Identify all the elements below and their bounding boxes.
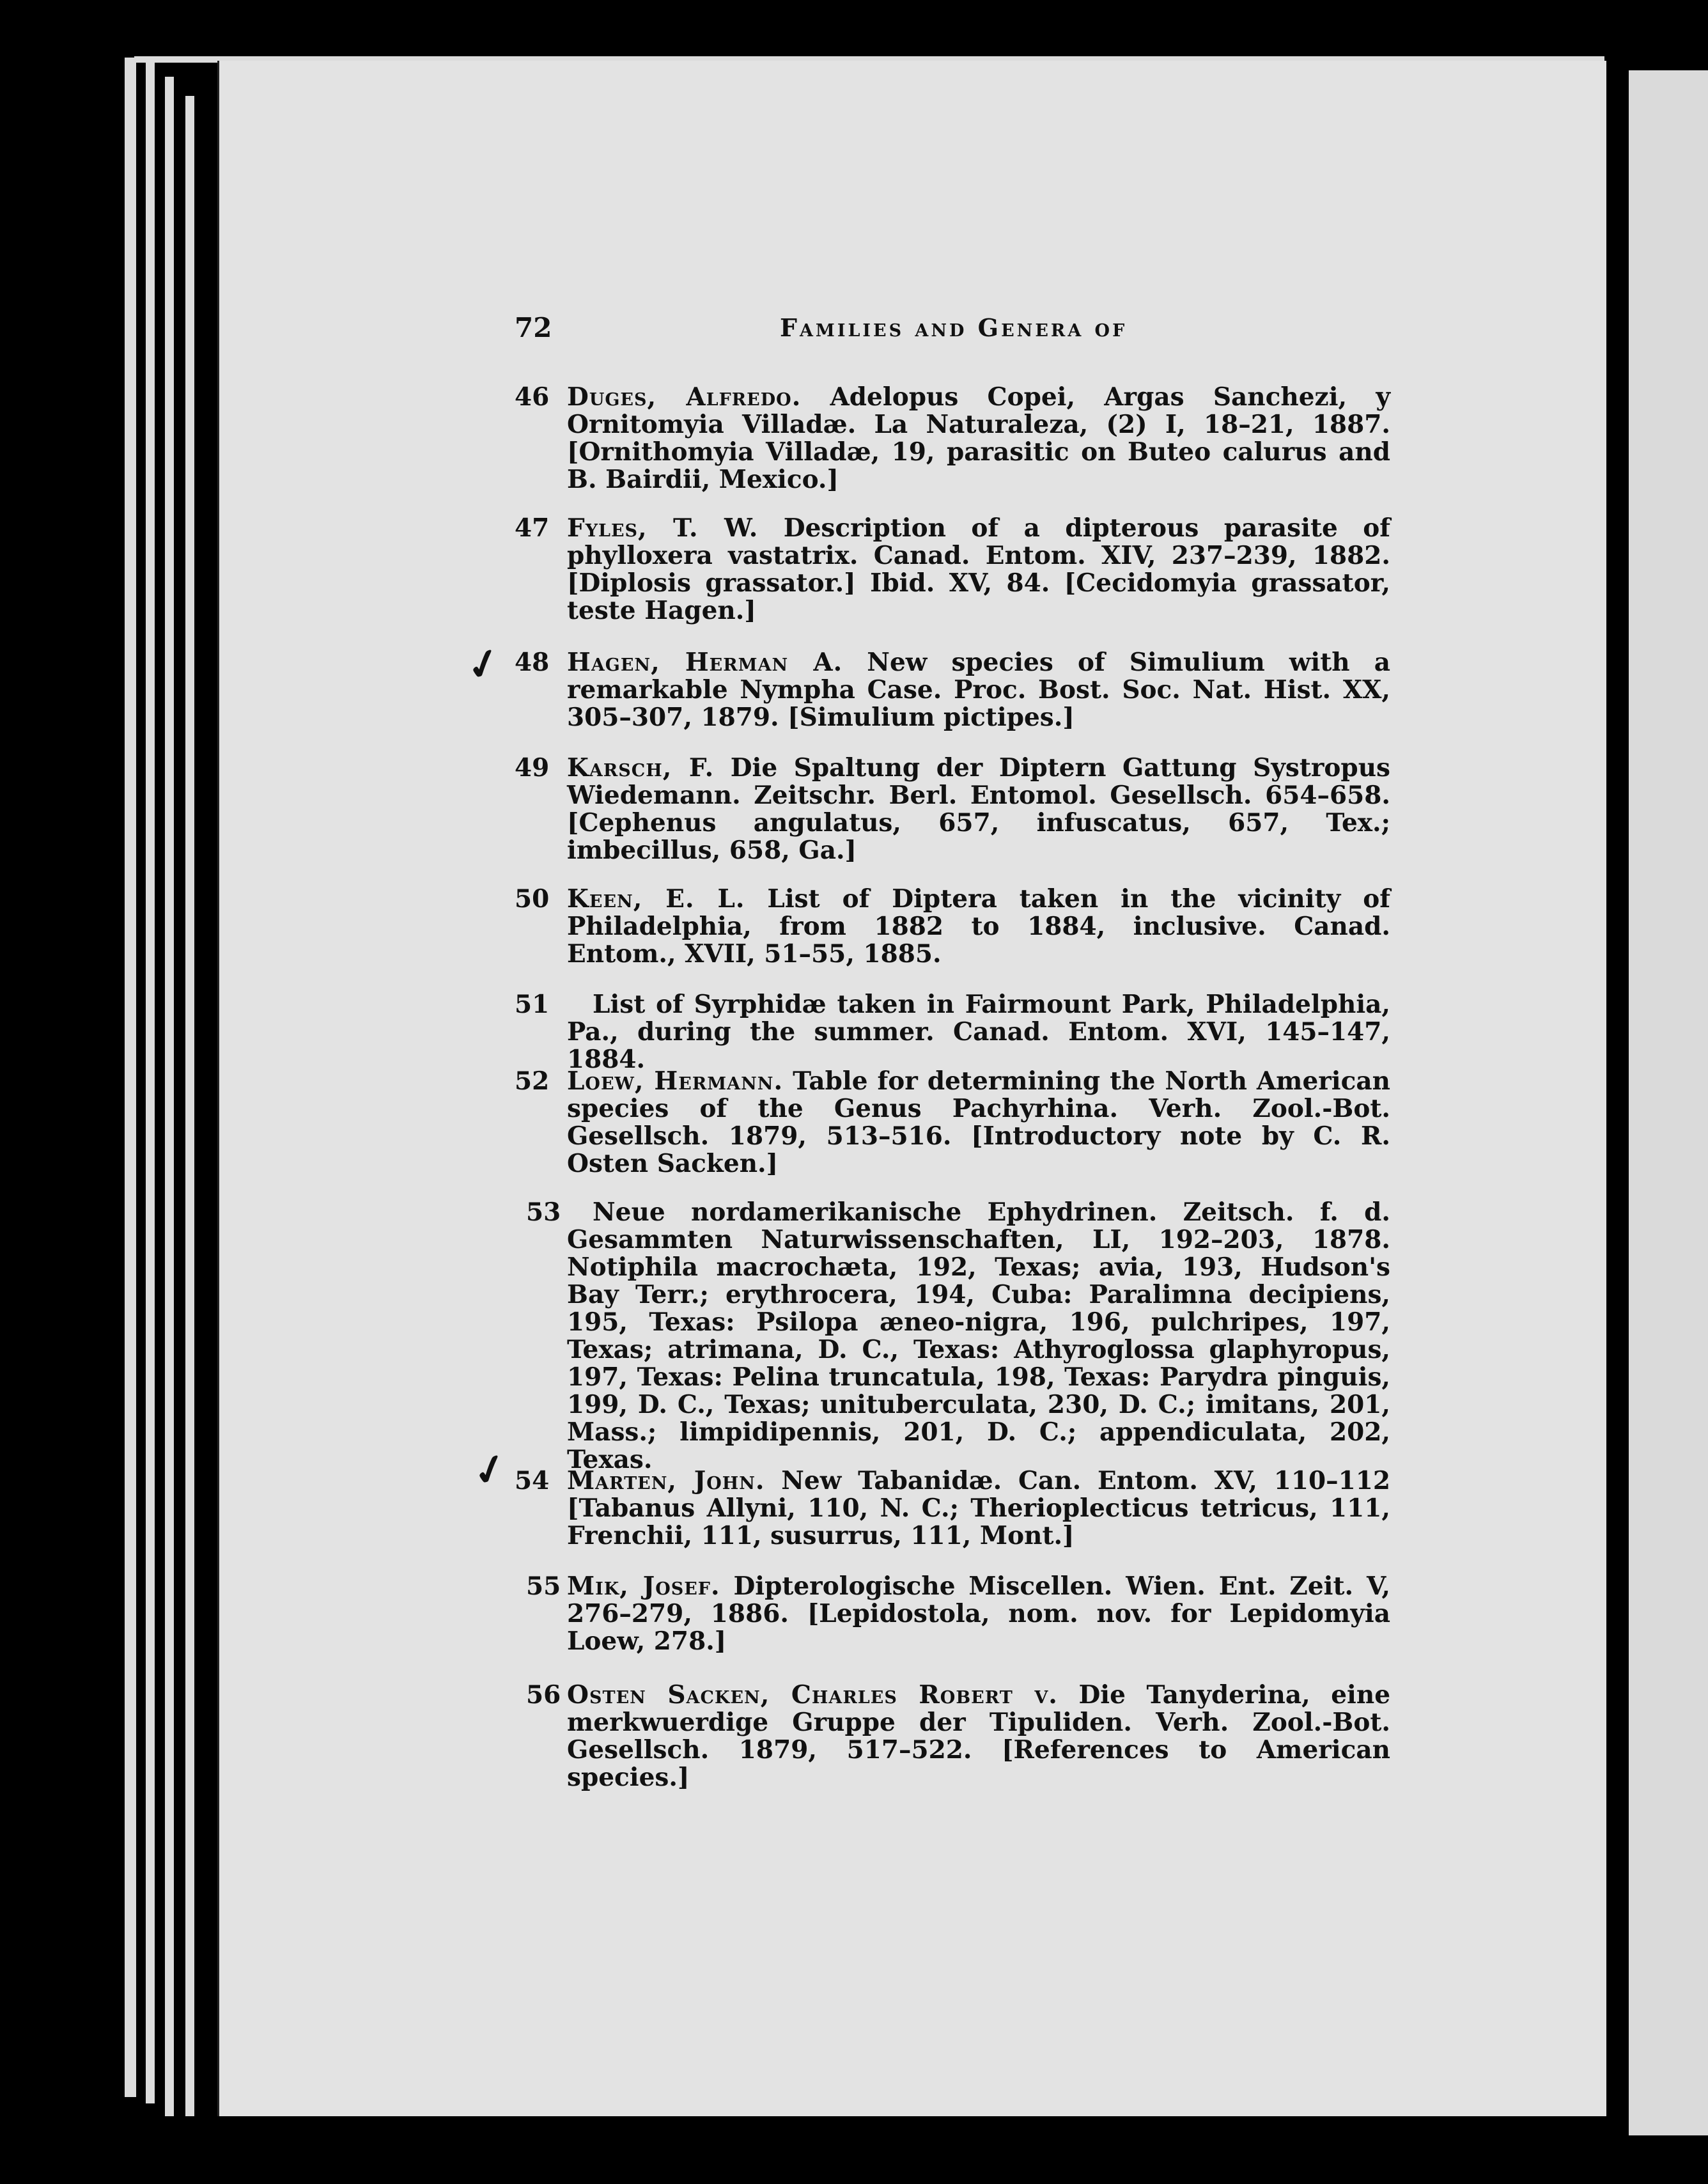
entry-author: Osten Sacken, Charles Robert v. [567,1680,1058,1710]
entry-number: 54 [515,1466,550,1495]
entry-author: Fyles, T. W. [567,513,759,543]
entry-number: 53 [526,1197,561,1227]
running-head-title: Families and Genera of [780,313,1128,342]
entry-text: Adelopus Copei, Argas Sanchezi, y Ornitomyia Villadæ. La Naturaleza, (2) I, 18–21, 1887. [Ornithomyia Villadæ, 19, parasitic on Buteo calurus and B. Bairdii, Mexico.] [567,382,1390,494]
entry-number: 49 [515,753,550,783]
entry-author: Karsch, F. [567,753,715,783]
bibliography-entry [515,649,1390,731]
page-number: 72 [515,312,552,343]
bibliography-entry [515,1467,1390,1550]
running-head [515,312,1397,357]
check-mark-icon: ✓ [461,637,507,692]
entry-author: Marten, John. [567,1466,765,1495]
bibliography-entry [515,1199,1390,1474]
entry-author: Loew, Hermann. [567,1066,784,1096]
check-mark-icon: ✓ [467,1442,513,1498]
entry-text: Neue nordamerikanische Ephydrinen. Zeitsch. f. d. Gesammten Naturwissenschaften, LI, 192–203, 1878. Notiphila macrochæta, 192, Texas; avia, 193, Hudson's Bay Terr.; erythrocera, 194, Cuba: Paralimna decipiens, 195, Texas: Psilopa æneo-nigra, 196, pulchripes, 197, Texas; atrimana, D. C., Texas: Athyroglossa glaphyropus, 197, Texas: Pelina truncatula, 198, Texas: Parydra pinguis, 199, D. C., Texas; unituberculata, 230, D. C.; imitans, 201, Mass.; limpidipennis, 201, D. C.; appendiculata, 202, Texas. [567,1197,1390,1474]
bibliography-entry [515,515,1390,625]
entry-author: Keen, E. L. [567,884,745,914]
bibliography-entry [515,991,1390,1073]
entry-author: Duges, Alfredo. [567,382,802,412]
entry-number: 52 [515,1066,550,1096]
bibliography-entry [515,384,1390,494]
entry-text: Description of a dipterous parasite of phylloxera vastatrix. Canad. Entom. XIV, 237–239, 1882. [Diplosis grassator.] Ibid. XV, 84. [Cecidomyia grassator, teste Hagen.] [567,513,1390,625]
entry-text: Die Spaltung der Diptern Gattung Systropus Wiedemann. Zeitschr. Berl. Entomol. Gesellsch. 654–658. [Cephenus angulatus, 657, infuscatus, 657, Tex.; imbecillus, 658, Ga.] [567,753,1391,865]
page-edge-4 [185,96,194,2116]
page-edge-2 [146,58,155,2103]
entry-number: 51 [515,990,550,1019]
entry-text: List of Syrphidæ taken in Fairmount Park, Philadelphia, Pa., during the summer. Canad. Entom. XVI, 145–147, 1884. [567,990,1390,1074]
entry-text: Dipterologische Miscellen. Wien. Ent. Zeit. V, 276–279, 1886. [Lepidostola, nom. nov. for Lepidomyia Loew, 278.] [567,1572,1390,1656]
page-edge-1 [125,58,136,2097]
entry-number: 46 [515,382,550,412]
entry-text: New species of Simulium with a remarkable Nympha Case. Proc. Bost. Soc. Nat. Hist. XX, 305–307, 1879. [Simulium pictipes.] [567,648,1390,732]
entry-author: Mik, Josef. [567,1572,720,1601]
bibliography-entry [515,754,1390,864]
bibliography-entry [515,1573,1390,1655]
bibliography-entry [515,1068,1390,1178]
entry-text: New Tabanidæ. Can. Entom. XV, 110–112 [Tabanus Allyni, 110, N. C.; Therioplecticus tetricus, 111, Frenchii, 111, susurrus, 111, Mont.] [567,1466,1391,1550]
entry-text: List of Diptera taken in the vicinity of Philadelphia, from 1882 to 1884, inclusive. Canad. Entom., XVII, 51–55, 1885. [567,884,1390,969]
facing-page-edge [1629,70,1708,2135]
entry-number: 50 [515,884,550,914]
entry-number: 56 [526,1680,561,1710]
entry-author: Hagen, Herman A. [567,648,843,677]
entry-number: 47 [515,513,550,543]
page-edge-3 [165,77,174,2116]
entry-number: 48 [515,648,550,677]
entry-number: 55 [526,1572,561,1601]
bibliography-entry [515,885,1390,968]
bibliography-entry [515,1681,1390,1791]
entry-text: Table for determining the North American species of the Genus Pachyrhina. Verh. Zool.-Bot. Gesellsch. 1879, 513–516. [Introductory note by C. R. Osten Sacken.] [567,1066,1390,1178]
entry-text: Die Tanyderina, eine merkwuerdige Gruppe der Tipuliden. Verh. Zool.-Bot. Gesellsch. 1879, 517–522. [References to American species.] [567,1680,1391,1792]
